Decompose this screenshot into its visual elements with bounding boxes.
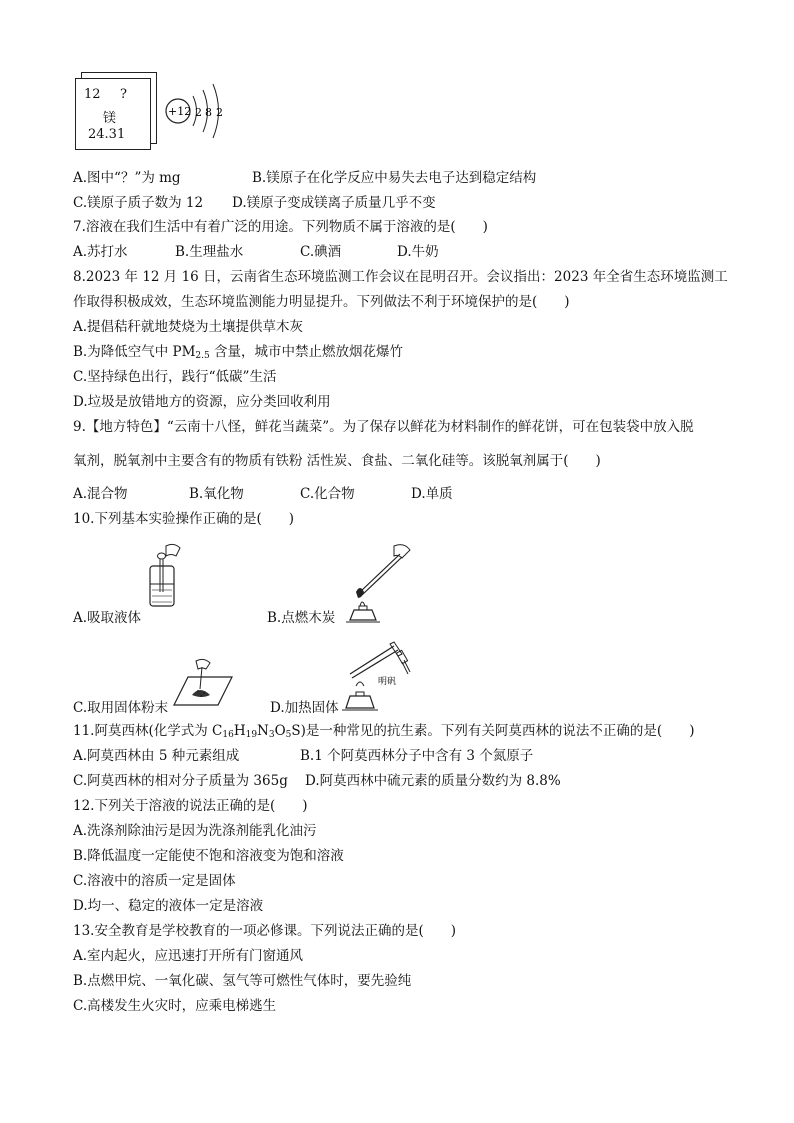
q12-option-b[interactable]: B.降低温度一定能使不饱和溶液变为饱和溶液 bbox=[73, 848, 344, 864]
q7-stem: 7.溶液在我们生活中有着广泛的用途。下列物质不属于溶液的是( ) bbox=[73, 219, 488, 235]
q11-sub-n: 3 bbox=[268, 730, 275, 740]
q7-option-c[interactable]: C.碘酒 bbox=[300, 244, 342, 260]
shell-count-1: 2 bbox=[195, 106, 202, 119]
q11-n: N bbox=[257, 723, 269, 739]
q11-stem bbox=[73, 722, 694, 740]
q10-option-d[interactable]: D.加热固体 bbox=[270, 700, 339, 716]
shell-count-3: 2 bbox=[216, 106, 223, 119]
q11-sub-h: 19 bbox=[245, 730, 258, 740]
q13-stem: 13.安全教育是学校教育的一项必修课。下列说法正确的是( ) bbox=[73, 923, 457, 939]
q6-option-c[interactable]: C.镁原子质子数为 12 bbox=[73, 195, 204, 211]
element-card bbox=[75, 78, 151, 150]
q11-o: O bbox=[274, 723, 286, 739]
q8-stem-line1: 8.2023 年 12 月 16 日，云南省生态环境监测工作会议在昆明召开。会议指出：2023 年全省生态环境监测工 bbox=[73, 269, 728, 285]
q9-option-b[interactable]: B.氧化物 bbox=[189, 486, 244, 502]
atomic-number: 12 bbox=[84, 87, 101, 102]
q11-stem-post: )是一种常见的抗生素。下列有关阿莫西林的说法不正确的是( ) bbox=[300, 723, 695, 739]
q9-stem-line2: 氧剂，脱氧剂中主要含有的物质有铁粉 活性炭、食盐、二氧化硅等。该脱氧剂属于( ) bbox=[73, 453, 601, 469]
q11-sub-o: 5 bbox=[285, 730, 292, 740]
q8-option-b-post: 含量，城市中禁止燃放烟花爆竹 bbox=[209, 344, 404, 360]
figure-alcohol-lamp-charcoal bbox=[338, 540, 418, 630]
element-symbol-unknown: ? bbox=[120, 87, 127, 102]
label-alum: 明矾 bbox=[378, 677, 397, 687]
q8-stem-line2: 作取得积极成效，生态环境监测能力明显提升。下列做法不利于环境保护的是( ) bbox=[73, 294, 570, 310]
q11-h: H bbox=[233, 723, 246, 739]
figure-solid-powder bbox=[170, 655, 236, 713]
q11-sub-c: 16 bbox=[222, 730, 234, 740]
q9-option-c[interactable]: C.化合物 bbox=[300, 486, 355, 502]
q8-option-b-sub: 2.5 bbox=[195, 351, 210, 361]
q10-option-c[interactable]: C.取用固体粉末 bbox=[73, 700, 169, 716]
q12-option-a[interactable]: A.洗涤剂除油污是因为洗涤剂能乳化油污 bbox=[73, 823, 317, 839]
q12-option-d[interactable]: D.均一、稳定的液体一定是溶液 bbox=[73, 898, 264, 914]
q13-option-a[interactable]: A.室内起火，应迅速打开所有门窗通风 bbox=[73, 948, 304, 964]
q7-option-a[interactable]: A.苏打水 bbox=[73, 244, 128, 260]
q8-option-d[interactable]: D.垃圾是放错地方的资源，应分类回收利用 bbox=[73, 394, 331, 410]
q8-option-b-pre: B.为降低空气中 PM bbox=[73, 344, 196, 360]
nucleus-charge: +12 bbox=[168, 105, 192, 118]
q11-s: S bbox=[291, 723, 301, 739]
figure-heating-solid bbox=[338, 638, 418, 716]
q12-stem: 12.下列关于溶液的说法正确的是( ) bbox=[73, 798, 308, 814]
q8-option-c[interactable]: C.坚持绿色出行，践行“低碳”生活 bbox=[73, 369, 277, 385]
q6-option-a[interactable]: A.图中“？”为 mg bbox=[73, 170, 181, 186]
atomic-mass: 24.31 bbox=[88, 127, 126, 142]
q9-option-d[interactable]: D.单质 bbox=[411, 486, 453, 502]
q13-option-b[interactable]: B.点燃甲烷、一氧化碳、氢气等可燃性气体时，要先验纯 bbox=[73, 973, 412, 989]
q13-option-c[interactable]: C.高楼发生火灾时，应乘电梯逃生 bbox=[73, 998, 277, 1014]
q11-option-c[interactable]: C.阿莫西林的相对分子质量为 365g bbox=[73, 773, 288, 789]
q11-option-b[interactable]: B.1 个阿莫西林分子中含有 3 个氮原子 bbox=[300, 748, 534, 764]
q12-option-c[interactable]: C.溶液中的溶质一定是固体 bbox=[73, 873, 236, 889]
element-name: 镁 bbox=[103, 111, 117, 126]
q6-option-b[interactable]: B.镁原子在化学反应中易失去电子达到稳定结构 bbox=[252, 170, 537, 186]
shell-count-2: 8 bbox=[205, 106, 212, 119]
q10-option-a[interactable]: A.吸取液体 bbox=[73, 610, 142, 626]
q10-stem: 10.下列基本实验操作正确的是( ) bbox=[73, 511, 295, 527]
q9-option-a[interactable]: A.混合物 bbox=[73, 486, 128, 502]
q11-option-d[interactable]: D.阿莫西林中硫元素的质量分数约为 8.8% bbox=[305, 773, 561, 789]
q6-option-d[interactable]: D.镁原子变成镁离子质量几乎不变 bbox=[232, 195, 436, 211]
q11-stem-pre: 11.阿莫西林(化学式为 C bbox=[73, 723, 223, 739]
q9-stem-line1: 9.【地方特色】“云南十八怪，鲜花当蔬菜”。为了保存以鲜花为材料制作的鲜花饼，可在包装袋中放入脱 bbox=[73, 419, 694, 435]
q7-option-b[interactable]: B.生理盐水 bbox=[175, 244, 244, 260]
atom-structure-diagram bbox=[160, 78, 240, 144]
q8-option-a[interactable]: A.提倡秸秆就地焚烧为土壤提供草木灰 bbox=[73, 319, 304, 335]
q7-option-d[interactable]: D.牛奶 bbox=[397, 244, 439, 260]
q11-option-a[interactable]: A.阿莫西林由 5 种元素组成 bbox=[73, 748, 240, 764]
figure-dropper-liquid bbox=[138, 540, 186, 612]
q10-option-b[interactable]: B.点燃木炭 bbox=[267, 610, 336, 626]
q8-option-b[interactable] bbox=[73, 343, 403, 361]
